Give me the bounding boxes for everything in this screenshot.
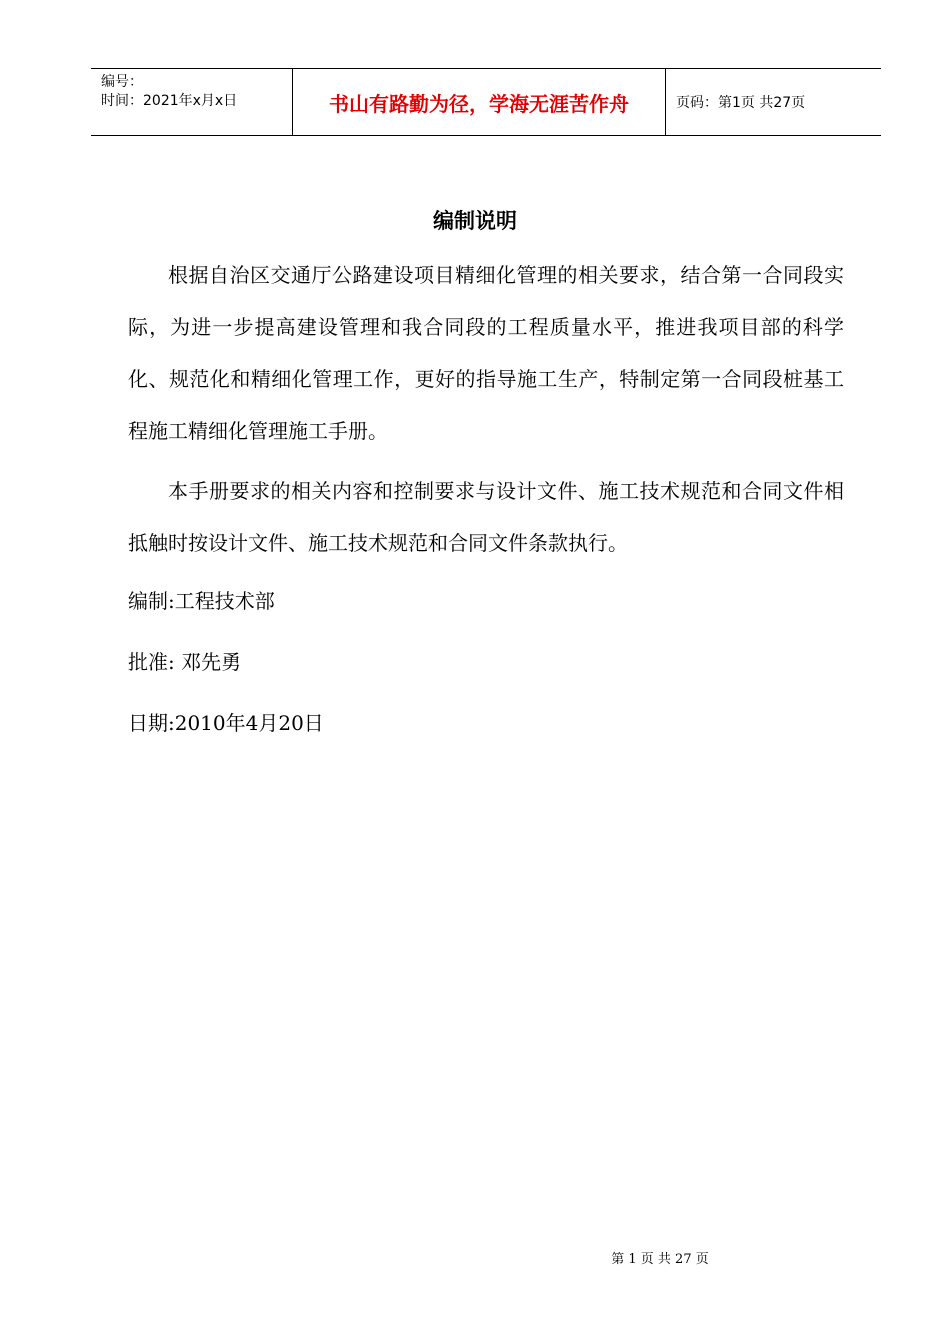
- body-paragraph-2: 本手册要求的相关内容和控制要求与设计文件、施工技术规范和合同文件相抵触时按设计文件、施工技术规范和合同文件条款执行。: [128, 479, 844, 555]
- header-page-cell: [666, 69, 881, 135]
- header-motto: 书山有路勤为径，学海无涯苦作舟: [329, 91, 629, 116]
- document-title: 编制说明: [433, 209, 517, 233]
- document-time-label: 时间：2021年x月x日: [101, 93, 238, 109]
- editor-line: 编制:工程技术部: [128, 589, 275, 613]
- header-motto-cell: [293, 69, 666, 135]
- document-number-label: 编号：: [101, 74, 143, 90]
- header-info-cell: [91, 69, 293, 135]
- approver-line: 批准: 邓先勇: [128, 650, 242, 674]
- date-line: 日期:2010年4月20日: [128, 711, 324, 735]
- header-page-number: 页码：第1页 共27页: [676, 95, 806, 111]
- page-footer: 第 1 页 共 27 页: [611, 1252, 709, 1267]
- page-header: [91, 68, 881, 136]
- body-paragraph-1: 根据自治区交通厅公路建设项目精细化管理的相关要求，结合第一合同段实际，为进一步提高建设管理和我合同段的工程质量水平，推进我项目部的科学化、规范化和精细化管理工作，更好的指导施工生产，特制定第一合同段桩基工程施工精细化管理施工手册。: [128, 263, 844, 443]
